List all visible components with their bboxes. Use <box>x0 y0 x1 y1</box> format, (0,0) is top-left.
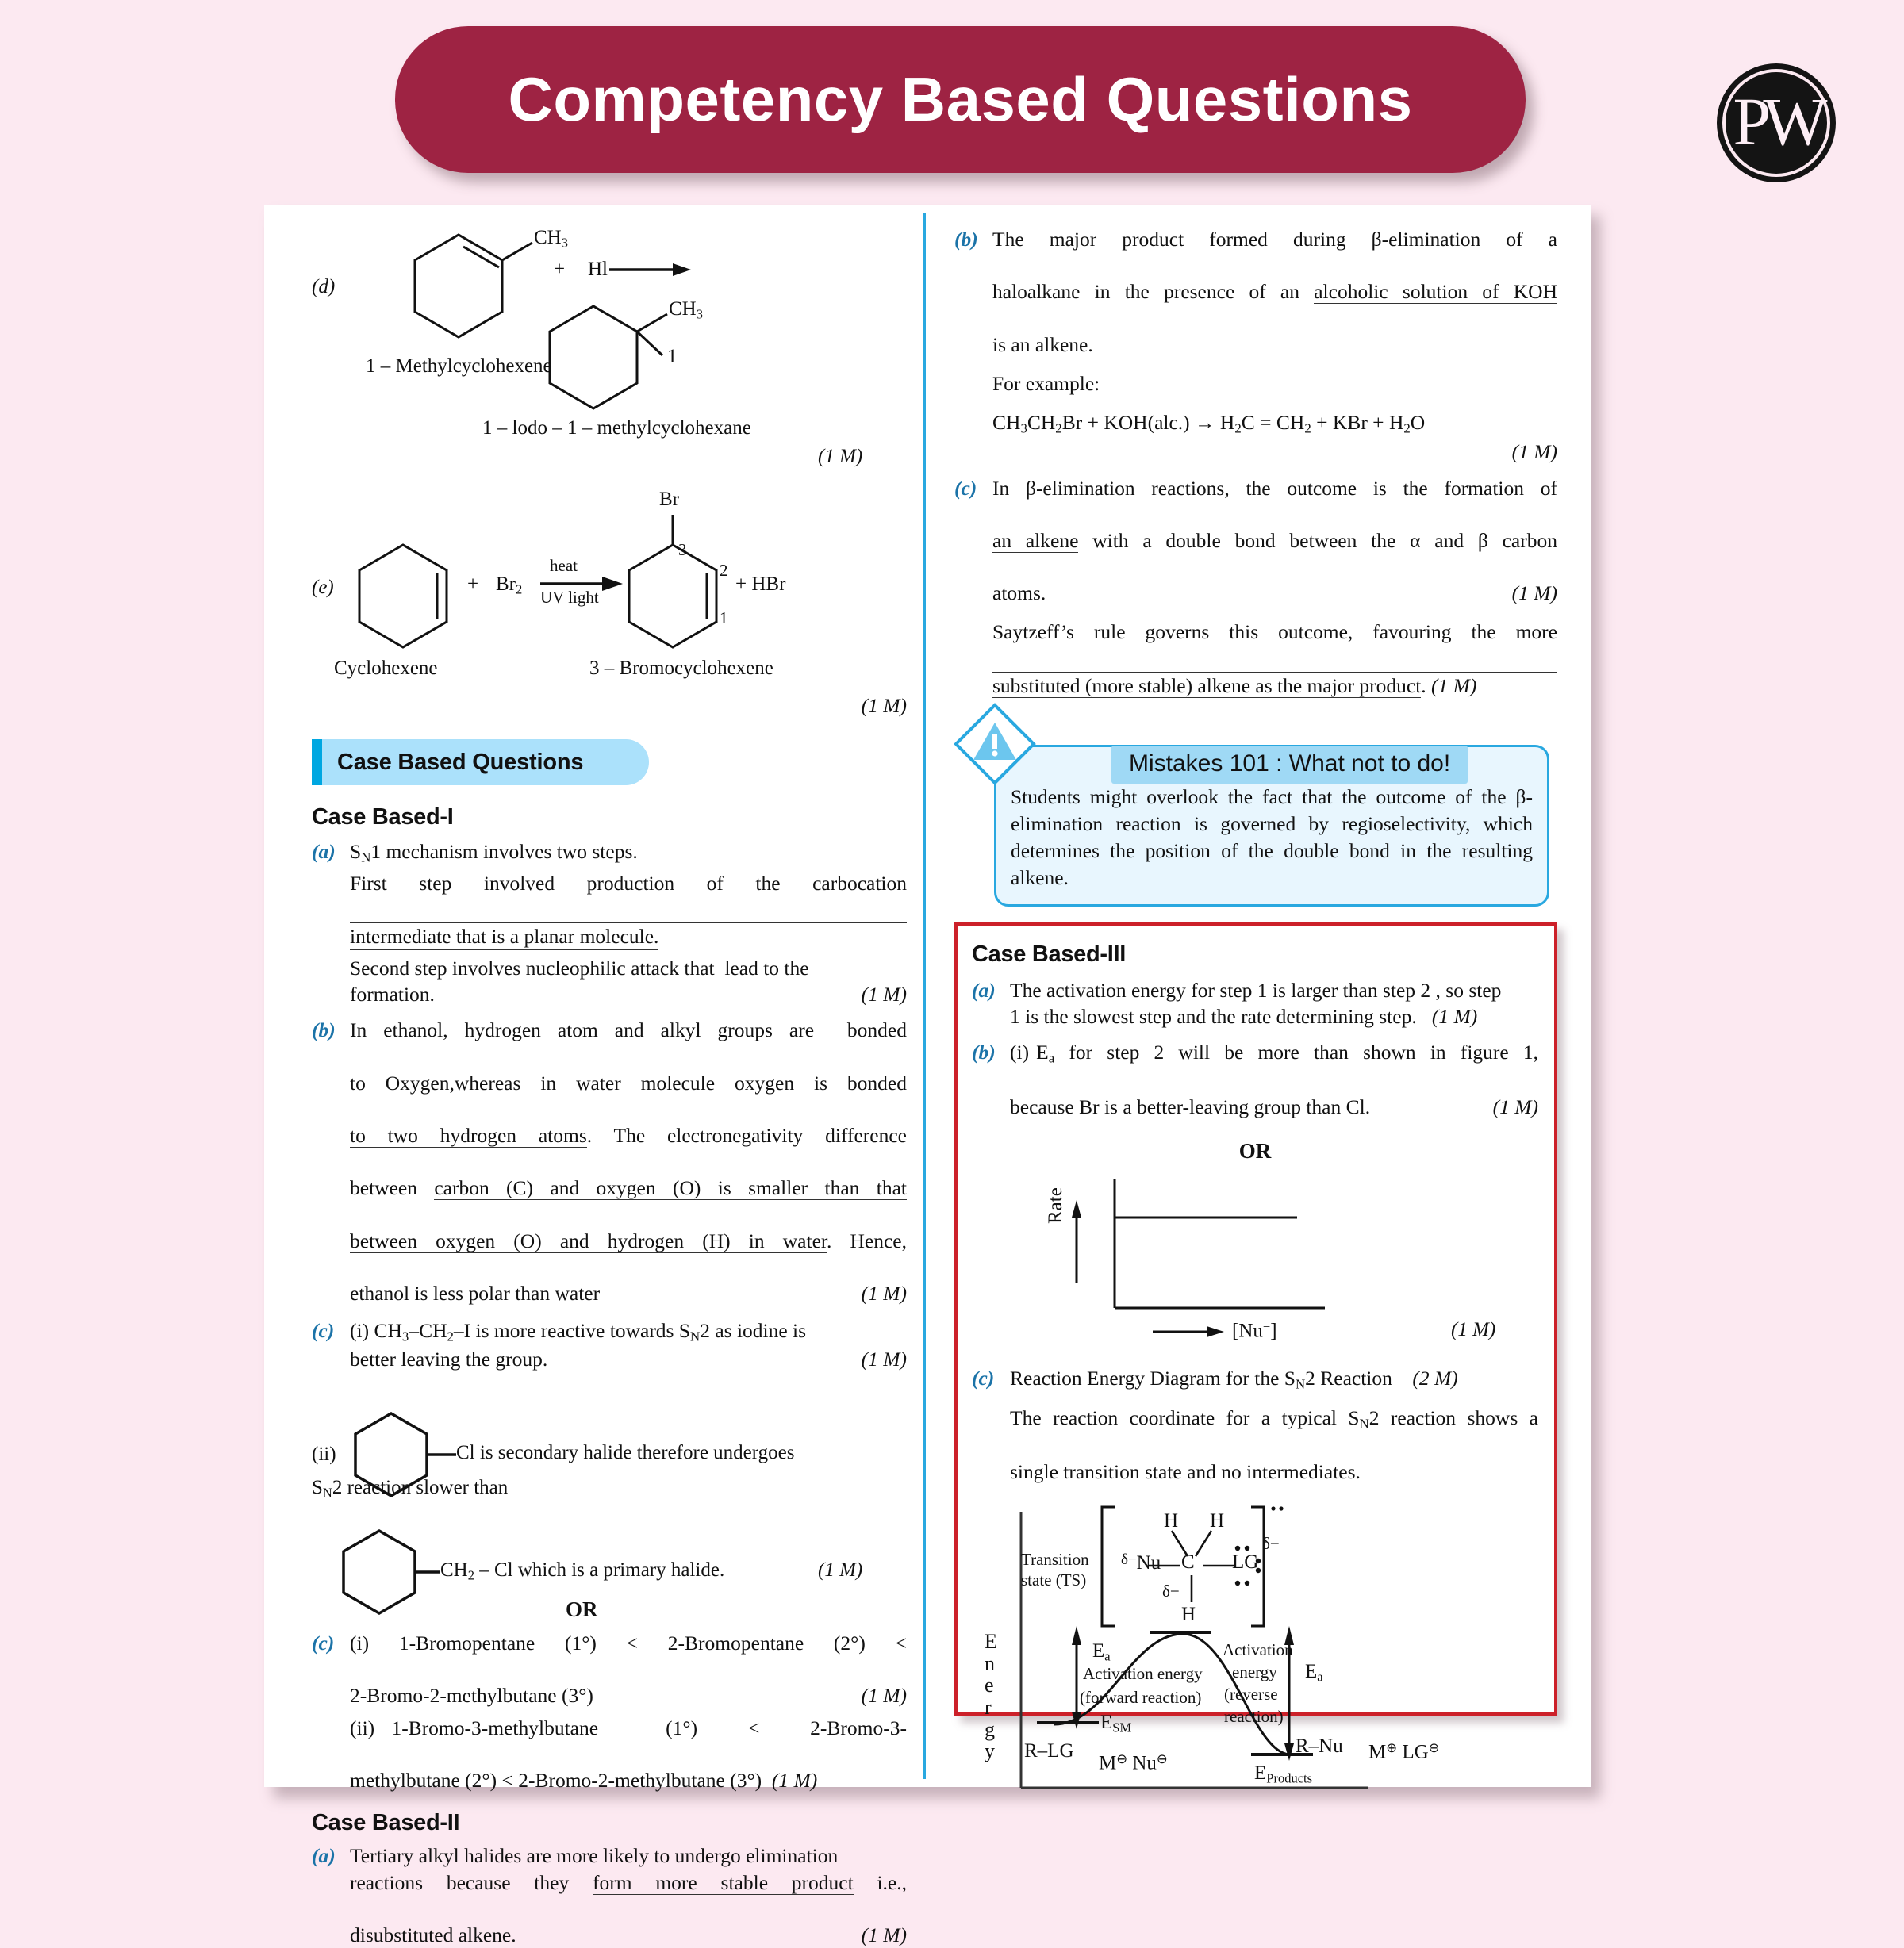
case1-c-alt-i-line2: 2-Bromo-2-methylbutane (3°) (1 M) <box>350 1682 907 1708</box>
header-banner <box>395 26 1526 173</box>
reaction-e-cond-top: heat <box>550 556 578 575</box>
ts-h-delta: δ− <box>1162 1582 1180 1601</box>
ts-nu: $^{\delta-}$Nu <box>1121 1551 1161 1574</box>
right-c-line1: In β-elimination reactions, the outcome is the formation of <box>992 476 1557 500</box>
reaction-e-marks: (1 M) <box>861 694 907 717</box>
case2-a-line1: Tertiary alkyl halides are more likely to undergo elimination <box>350 1843 907 1869</box>
right-b-tag: (b) <box>954 228 978 251</box>
ea-reverse-line3: (reverse <box>1224 1685 1278 1704</box>
ts-lg: LG <box>1232 1551 1259 1574</box>
reaction-d-product-position: 1 <box>667 346 678 367</box>
column-divider <box>923 213 926 1779</box>
mistakes-title: Mistakes 101 : What not to do! <box>1129 750 1451 777</box>
ea-reverse-symbol: $E_a$ <box>1305 1661 1323 1685</box>
pw-logo <box>1717 63 1836 182</box>
case3-b-line2: because Br is a better-leaving group than Cl. (1 M) <box>1010 1094 1538 1120</box>
case1-a-line2: First step involved production of the carbocation <box>350 870 907 923</box>
mistakes-title-pill <box>1111 746 1468 784</box>
rate-graph-xlabel: [Nu−] <box>1232 1318 1277 1342</box>
case2-item-a <box>312 1843 907 1948</box>
case1-c-ii-roman: (ii) <box>312 1443 336 1465</box>
right-item-b <box>954 226 1557 466</box>
right-c-marks: (1 M) <box>1511 581 1557 605</box>
reaction-d-product-substituent: $CH_3$ <box>669 298 703 322</box>
mistakes-body: Students might overlook the fact that the outcome of the β-elimination reaction is governed by regioselectivity, which determines the position of the double bond in the resulting alkene. <box>1011 784 1533 890</box>
case-based-3-heading: Case Based-III <box>972 941 1127 967</box>
reactants-ions-label: M⊖ Nu⊖ <box>1099 1751 1168 1774</box>
right-b-marks-row <box>992 439 1557 465</box>
ts-h-top-right: H <box>1210 1510 1225 1532</box>
right-b-marks: (1 M) <box>1511 440 1557 464</box>
case2-a-marks: (1 M) <box>861 1923 907 1946</box>
case1-b-line6: ethanol is less polar than water (1 M) <box>350 1280 907 1306</box>
case1-b-line3: to two hydrogen atoms. The electronegativity difference <box>350 1123 907 1147</box>
case1-a-line3: Second step involves nucleophilic attack that lead to the <box>350 957 809 980</box>
case3-item-a <box>972 977 1538 1030</box>
ts-h-bottom: H <box>1181 1604 1196 1626</box>
case1-a-line2b: intermediate that is a planar molecule. <box>350 923 658 950</box>
case2-a-line3: disubstituted alkene. (1 M) <box>350 1922 907 1948</box>
case-based-2-heading: Case Based-II <box>312 1809 460 1835</box>
case1-b-line1: In ethanol, hydrogen atom and alkyl groups are bonded <box>350 1018 907 1042</box>
case1-a-marks: (1 M) <box>861 983 907 1007</box>
right-b-equation: $CH_3CH_2Br + KOH(alc.) \to H_2C = CH_2$ + KBr + $H_2O$ <box>992 410 1426 436</box>
case1-c-alt-i-marks: (1 M) <box>861 1683 907 1707</box>
ea-reverse-line2: energy <box>1232 1662 1277 1682</box>
case3-b-line1: (i) $E_a$ for step 2 will be more than shown in figure 1, <box>1010 1040 1538 1066</box>
case3-c-tag: (c) <box>972 1366 995 1390</box>
ts-carbon: C <box>1181 1551 1195 1574</box>
reaction-e-product-halogen: Br <box>659 489 679 510</box>
case-based-1-heading: Case Based-I <box>312 804 454 830</box>
reaction-d-reagent: Hl <box>588 259 608 280</box>
case1-c-alt-ii-line1: (ii) 1-Bromo-3-methylbutane (1°) < 2-Bromo-3- <box>350 1716 907 1740</box>
case1-b-marks: (1 M) <box>861 1281 907 1305</box>
products-label: R–Nu <box>1296 1735 1343 1758</box>
right-b-line2: haloalkane in the presence of an alcoholic solution of KOH <box>992 280 1557 304</box>
ea-forward-line2: (forward reaction) <box>1080 1688 1202 1708</box>
ea-reverse-line1: Activation <box>1223 1640 1293 1660</box>
ts-label-line2: state (TS) <box>1021 1570 1087 1590</box>
case3-b-roman: (i) <box>1010 1040 1030 1064</box>
case1-c-alt-ii-line2: methylbutane (2°) < 2-Bromo-2-methylbutane (3°) (1 M) <box>350 1769 818 1793</box>
banner-label: Case Based Questions <box>337 749 584 775</box>
rate-graph-ylabel: Rate <box>1045 1187 1066 1224</box>
reaction-e-product-extra: + HBr <box>735 573 786 595</box>
case1-a-line1: $S_N1$ mechanism involves two steps. <box>350 840 638 865</box>
right-c-marks2: (1 M) <box>1431 673 1477 697</box>
case3-item-c <box>972 1365 1538 1485</box>
case1-c-tag: (c) <box>312 1318 335 1342</box>
case1-c-ii-figure <box>312 1379 907 1505</box>
case3-a-line2: 1 is the slowest step and the rate determining step. (1 M) <box>1010 1004 1478 1028</box>
case1-c-alt-i-line1: (i) 1-Bromopentane (1°) < 2-Bromopentane (2°) < <box>350 1631 907 1655</box>
reaction-e-product-label: 3 – Bromocyclohexene <box>589 658 774 679</box>
right-item-c <box>954 475 1557 699</box>
reaction-e-num-1: 1 <box>720 608 728 627</box>
case1-item-c-alt <box>312 1630 907 1794</box>
right-c-line2: an alkene with a double bond between the α and β carbon <box>992 528 1557 552</box>
reaction-e-num-2: 2 <box>720 561 728 580</box>
right-column <box>954 226 1557 1786</box>
ea-forward-symbol: $E_a$ <box>1092 1640 1111 1664</box>
case1-b-line4: between carbon (C) and oxygen (O) is smaller than that <box>350 1176 907 1200</box>
energy-axis-label: E n e r g y <box>985 1630 997 1763</box>
case3-c-line2: single transition state and no intermediates. <box>1010 1460 1361 1484</box>
case1-b-line2: to Oxygen,whereas in water molecule oxygen is bonded <box>350 1071 907 1095</box>
warning-triangle-icon <box>953 702 1037 786</box>
case1-item-c-i <box>312 1317 907 1372</box>
reaction-d-marks: (1 M) <box>818 446 863 467</box>
reaction-e-reagent: $Br_2$ <box>496 573 523 597</box>
right-c-line5: substituted (more stable) alkene as the major product. (1 M) <box>992 673 1477 697</box>
ts-h-top-left: H <box>1164 1510 1179 1532</box>
reaction-e-cond-bottom: UV light <box>540 588 599 607</box>
case3-c-title: Reaction Energy Diagram for the $S_N2$ Reaction (2 M) <box>1010 1366 1458 1392</box>
case3-c-marks: (2 M) <box>1412 1366 1458 1390</box>
case1-c-i-roman: (i) <box>350 1318 370 1342</box>
ts-label-line1: Transition <box>1021 1550 1089 1570</box>
case1-item-b <box>312 1017 907 1306</box>
reaction-d-reactant-label: 1 – Methylcyclohexene <box>366 355 552 377</box>
case-based-3-redbox <box>954 922 1557 1786</box>
case3-b-tag: (b) <box>972 1040 996 1064</box>
reaction-e-svg <box>312 491 899 681</box>
case3-b-marks: (1 M) <box>1492 1095 1538 1118</box>
case1-c-alt-ii-roman: (ii) <box>350 1716 375 1740</box>
reaction-d-tag: (d) <box>312 276 336 297</box>
case-based-questions-banner <box>312 739 649 785</box>
right-c-line4: Saytzeff’s rule governs this outcome, favouring the more <box>992 619 1557 672</box>
case1-c-ii-text: Cl is secondary halide therefore undergoes <box>456 1441 795 1463</box>
reaction-e-tag: (e) <box>312 577 334 598</box>
case1-c-i-line1: (i) $CH_3-CH_2-I$ is more reactive towards $S_N2$ as iodine is <box>350 1318 807 1344</box>
mistakes-101-callout <box>954 723 1557 913</box>
ts-lg-delta: δ− <box>1262 1534 1280 1554</box>
or-label-right: OR <box>1238 1138 1272 1163</box>
products-ions-label: M⊕ LG⊖ <box>1368 1740 1440 1763</box>
case3-a-tag: (a) <box>972 978 996 1002</box>
mistakes-box <box>994 745 1549 907</box>
page-title: Competency Based Questions <box>508 64 1413 134</box>
case3-c-line1: The reaction coordinate for a typical $S_N2$ reaction shows a <box>1010 1405 1538 1432</box>
case1-c-ii-marks: (1 M) <box>818 1559 863 1581</box>
right-b-line1: The major product formed during β-elimination of a <box>992 228 1557 251</box>
ea-reverse-line4: reaction) <box>1224 1707 1284 1727</box>
reaction-e-num-3: 3 <box>678 540 687 559</box>
left-column <box>312 220 907 1948</box>
e-products-label: $E_{Products}$ <box>1254 1762 1313 1786</box>
e-sm-label: $E_{SM}$ <box>1100 1712 1132 1735</box>
rate-graph-figure <box>972 1171 1538 1362</box>
rate-graph-marks: (1 M) <box>1451 1318 1496 1340</box>
reaction-e-reactant-label: Cyclohexene <box>334 658 438 679</box>
case1-a-line4: formation. (1 M) <box>350 981 907 1007</box>
logo-monogram: PW <box>1733 83 1820 159</box>
energy-diagram-figure <box>972 1493 1538 1826</box>
or-label-left: OR <box>566 1597 598 1621</box>
case1-c-i-marks: (1 M) <box>861 1347 907 1371</box>
case3-a-line1: The activation energy for step 1 is larger than step 2 , so step <box>1010 978 1502 1002</box>
ts-nu-text: Nu <box>1136 1552 1161 1574</box>
case1-b-line5: between oxygen (O) and hydrogen (H) in water. Hence, <box>350 1229 907 1252</box>
reaction-d-product-label: 1 – lodo – 1 – methylcyclohexane <box>482 417 751 439</box>
case1-c-ii-line2: $S_N2$ reaction slower than <box>312 1476 509 1501</box>
ea-forward-line1: Activation energy <box>1083 1664 1203 1684</box>
right-c-tag: (c) <box>954 476 977 500</box>
case3-a-marks: (1 M) <box>1431 1004 1478 1028</box>
right-b-for-example: For example: <box>992 371 1100 395</box>
case1-c-alt-tag: (c) <box>312 1631 335 1655</box>
case1-item-a <box>312 838 907 1007</box>
reaction-e-plus: + <box>467 573 479 595</box>
reaction-d-figure <box>312 220 907 486</box>
case3-item-b <box>972 1039 1538 1120</box>
case1-c-alt-ii-marks: (1 M) <box>771 1769 818 1793</box>
case1-c-ii-figure2 <box>312 1513 907 1628</box>
case1-c-i-line2: better leaving the group. (1 M) <box>350 1346 907 1372</box>
case1-c-alt-i-roman: (i) <box>350 1631 370 1655</box>
reaction-d-reactant-substituent: $CH_3$ <box>534 227 568 251</box>
case1-c-ii-text2: $CH_2$ – Cl which is a primary halide. <box>440 1559 725 1583</box>
reactants-label: R–LG <box>1024 1740 1074 1762</box>
reaction-e-figure <box>312 491 907 681</box>
right-c-line3: atoms. (1 M) <box>992 580 1557 606</box>
banner-accent-bar <box>312 739 322 785</box>
case1-b-tag: (b) <box>312 1018 336 1042</box>
case1-a-tag: (a) <box>312 840 336 864</box>
case2-a-tag: (a) <box>312 1843 336 1867</box>
right-b-line3: is an alkene. <box>992 332 1093 356</box>
case2-a-line2: reactions because they form more stable product i.e., <box>350 1870 907 1894</box>
reaction-d-plus: + <box>554 259 566 280</box>
